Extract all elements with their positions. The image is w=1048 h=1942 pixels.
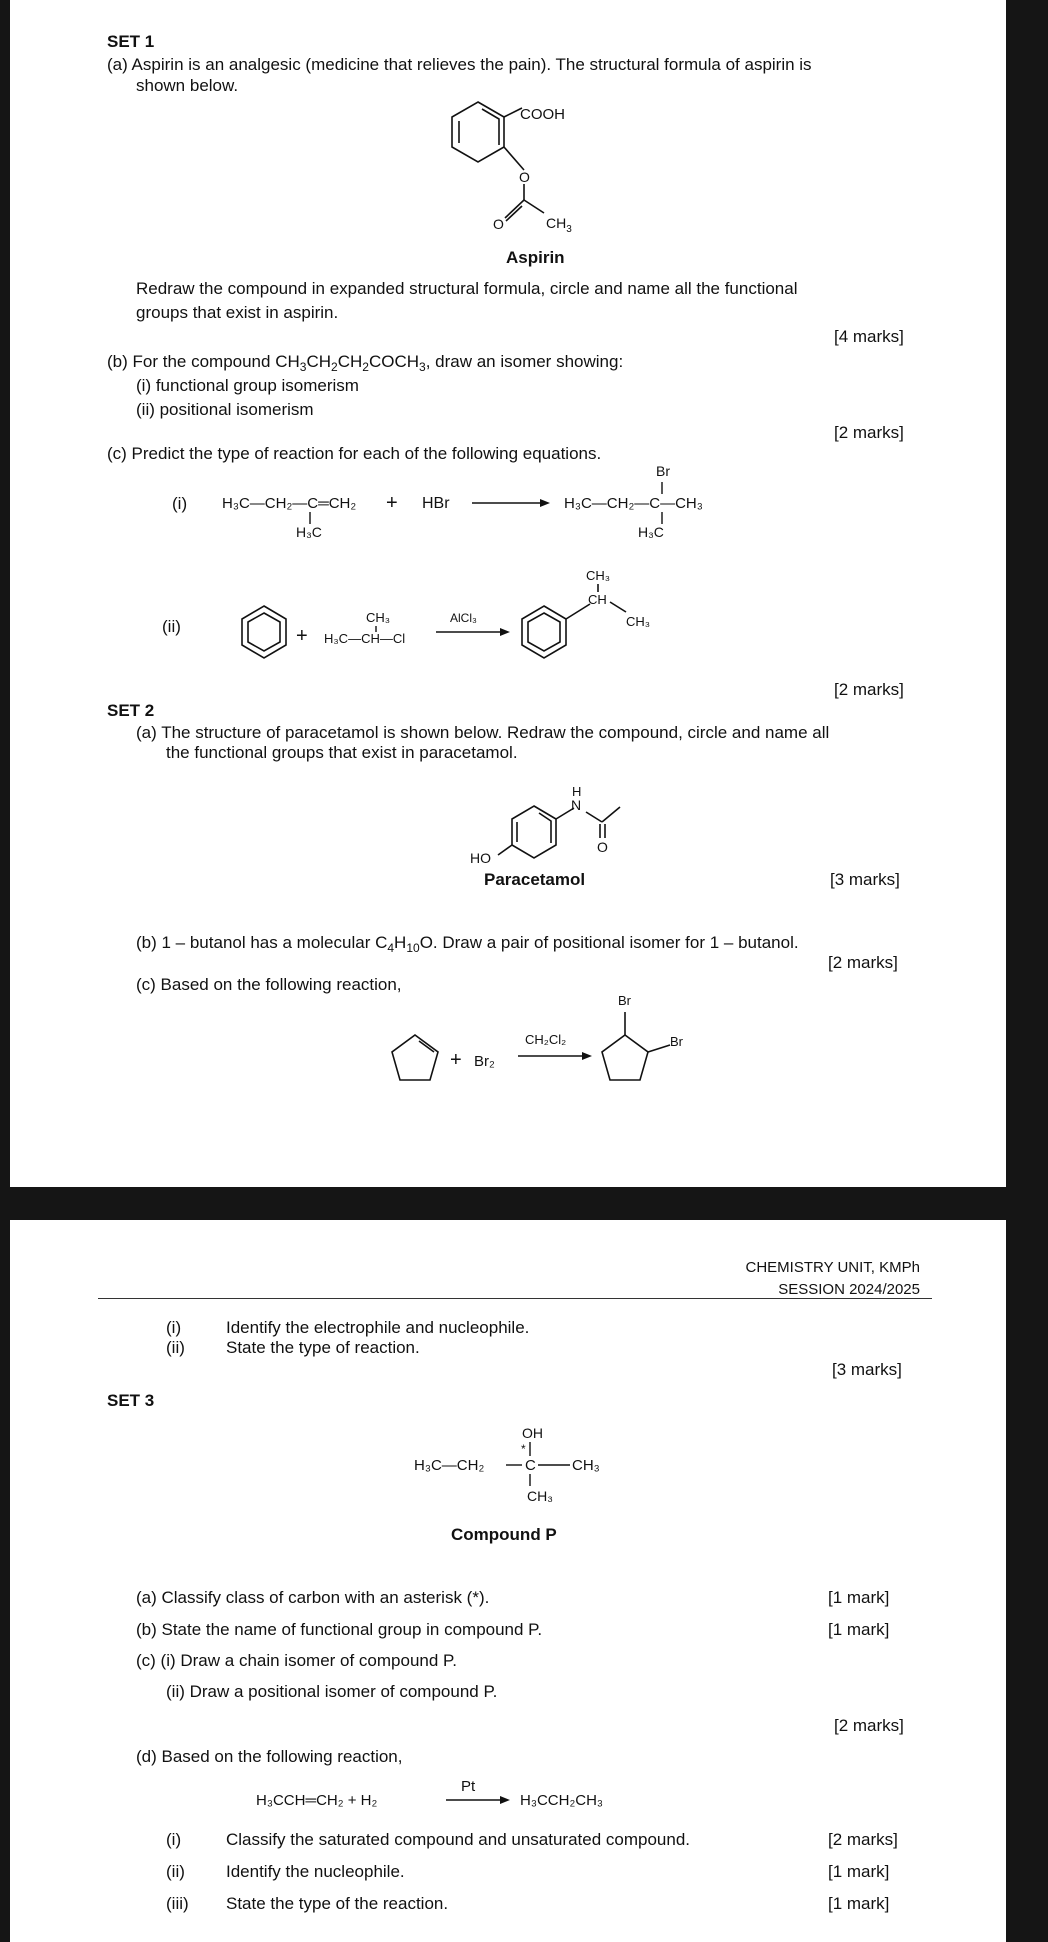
eq2-product-ch: CH: [588, 592, 607, 607]
p-asterisk: *: [521, 1442, 526, 1456]
set3-heading: SET 3: [107, 1391, 155, 1410]
set1-a-q-line2: groups that exist in aspirin.: [136, 303, 339, 322]
set2-c-marks: [3 marks]: [832, 1360, 902, 1379]
aspirin-cooh: COOH: [520, 106, 565, 123]
aspirin-ch3: $CH_3$: [546, 215, 572, 235]
header-session: SESSION 2024/2025: [778, 1281, 920, 1298]
eq2-product-ch3-right: CH₃: [626, 614, 651, 629]
set1-c-ii-label: (ii): [162, 617, 181, 636]
set2-a-line2: the functional groups that exist in paracetamol.: [166, 743, 518, 762]
set2-c-i-label: (i): [166, 1318, 182, 1337]
aspirin-label: Aspirin: [506, 248, 565, 267]
para-h: H: [572, 784, 582, 799]
set3-d-iii-marks: [1 mark]: [828, 1894, 890, 1913]
aspirin-o-ester: O: [519, 169, 530, 185]
set2-b-marks: [2 marks]: [828, 953, 898, 972]
eq2-reagent: H₃C—CH—Cl: [324, 631, 406, 646]
p-oh: OH: [522, 1425, 543, 1441]
compound-p-label: Compound P: [451, 1525, 557, 1544]
eq1-h3c-product: H₃C: [638, 524, 664, 540]
set3-d-ii-text: Identify the nucleophile.: [226, 1862, 405, 1881]
eq1-plus: +: [386, 492, 398, 514]
aspirin-o-carbonyl: O: [493, 216, 504, 232]
eq2-product-ch3-top: CH₃: [586, 568, 611, 583]
eq2-plus: +: [296, 625, 308, 647]
set1-a-line2: shown below.: [136, 76, 239, 95]
set1-c-line: (c) Predict the type of reaction for each of the following equations.: [107, 444, 602, 463]
set3-d-i-label: (i): [166, 1830, 182, 1849]
set3-d-iii-label: (iii): [166, 1894, 189, 1913]
set1-a-line1: (a) Aspirin is an analgesic (medicine that relieves the pain). The structural formula of aspirin is: [107, 55, 812, 74]
paracetamol-label: Paracetamol: [484, 870, 586, 889]
set3-a-marks: [1 mark]: [828, 1588, 890, 1607]
set1-c-i-label: (i): [172, 494, 188, 513]
set2-heading: SET 2: [107, 701, 155, 720]
set1-heading: SET 1: [107, 32, 155, 51]
page-2: [10, 1220, 1006, 1942]
p-chain: H₃C—CH₂: [414, 1457, 485, 1474]
set2-c-ii-text: State the type of reaction.: [226, 1338, 420, 1357]
para-o: O: [597, 839, 608, 855]
bromination-br-right: Br: [670, 1034, 683, 1049]
set1-b-marks: [2 marks]: [834, 423, 904, 442]
set3-b-marks: [1 mark]: [828, 1620, 890, 1639]
eq2-ch3: CH₃: [366, 610, 391, 625]
hydrogenation-equation: [10, 1220, 1006, 1820]
set2-c-ii-label: (ii): [166, 1338, 185, 1357]
header-unit: CHEMISTRY UNIT, KMPh: [745, 1259, 920, 1276]
p-carbon: C: [525, 1457, 536, 1474]
set1-b-i: (i) functional group isomerism: [136, 376, 359, 395]
set2-c-line: (c) Based on the following reaction,: [136, 975, 402, 994]
set3-c-ii: (ii) Draw a positional isomer of compound P.: [166, 1682, 498, 1701]
eq1-h3c: H₃C: [296, 524, 322, 540]
set3-d-line: (d) Based on the following reaction,: [136, 1747, 403, 1766]
eq2-catalyst: AlCl₃: [450, 611, 477, 625]
bromination-equation: [10, 0, 1006, 1100]
d-eq-left: H₃CCH═CH₂ + H₂: [256, 1792, 378, 1809]
set2-a-line1: (a) The structure of paracetamol is shown below. Redraw the compound, circle and name all: [136, 723, 830, 742]
set3-d-i-text: Classify the saturated compound and unsaturated compound.: [226, 1830, 691, 1849]
d-eq-right: H₃CCH₂CH₃: [520, 1792, 604, 1809]
set3-c-line: (c) (i) Draw a chain isomer of compound P.: [136, 1651, 457, 1670]
eq1-br: Br: [656, 463, 670, 479]
set1-b-ii: (ii) positional isomerism: [136, 400, 314, 419]
set2-b-line: (b) 1 – butanol has a molecular $C_4H_{10}O$. Draw a pair of positional isomer for 1 – butanol.: [136, 933, 799, 955]
eq1-product: H₃C—CH₂—C—CH₃: [564, 495, 703, 512]
eq1-hbr: HBr: [422, 495, 450, 512]
set2-c-i-text: Identify the electrophile and nucleophile.: [226, 1318, 530, 1337]
page-1: [10, 0, 1006, 1187]
bromination-solvent: CH₂Cl₂: [525, 1032, 567, 1047]
p-ch3-right: CH₃: [572, 1457, 600, 1474]
set1-a-q-line1: Redraw the compound in expanded structural formula, circle and name all the functional: [136, 279, 798, 298]
set1-b-line: (b) For the compound $CH_3CH_2CH_2COCH_3$, draw an isomer showing:: [107, 352, 624, 374]
bromination-br-top: Br: [618, 993, 631, 1008]
set3-d-iii-text: State the type of the reaction.: [226, 1894, 449, 1913]
set3-d-i-marks: [2 marks]: [828, 1830, 898, 1849]
set3-d-ii-label: (ii): [166, 1862, 185, 1881]
p-ch3-bottom: CH₃: [527, 1488, 553, 1504]
set3-b-line: (b) State the name of functional group in compound P.: [136, 1620, 543, 1639]
eq1-reactant: H₃C—CH₂—C═CH₂: [222, 495, 357, 512]
para-n: N: [571, 797, 582, 813]
set3-c-marks: [2 marks]: [834, 1716, 904, 1735]
d-eq-catalyst: Pt: [461, 1778, 476, 1795]
set3-d-ii-marks: [1 mark]: [828, 1862, 890, 1881]
bromination-br2: Br₂: [474, 1053, 495, 1070]
set1-c-marks: [2 marks]: [834, 680, 904, 699]
bromination-plus: +: [450, 1049, 462, 1071]
set2-a-marks: [3 marks]: [830, 870, 900, 889]
set3-a-line: (a) Classify class of carbon with an asterisk (*).: [136, 1588, 490, 1607]
para-ho: HO: [470, 850, 491, 866]
set1-a-marks: [4 marks]: [834, 327, 904, 346]
